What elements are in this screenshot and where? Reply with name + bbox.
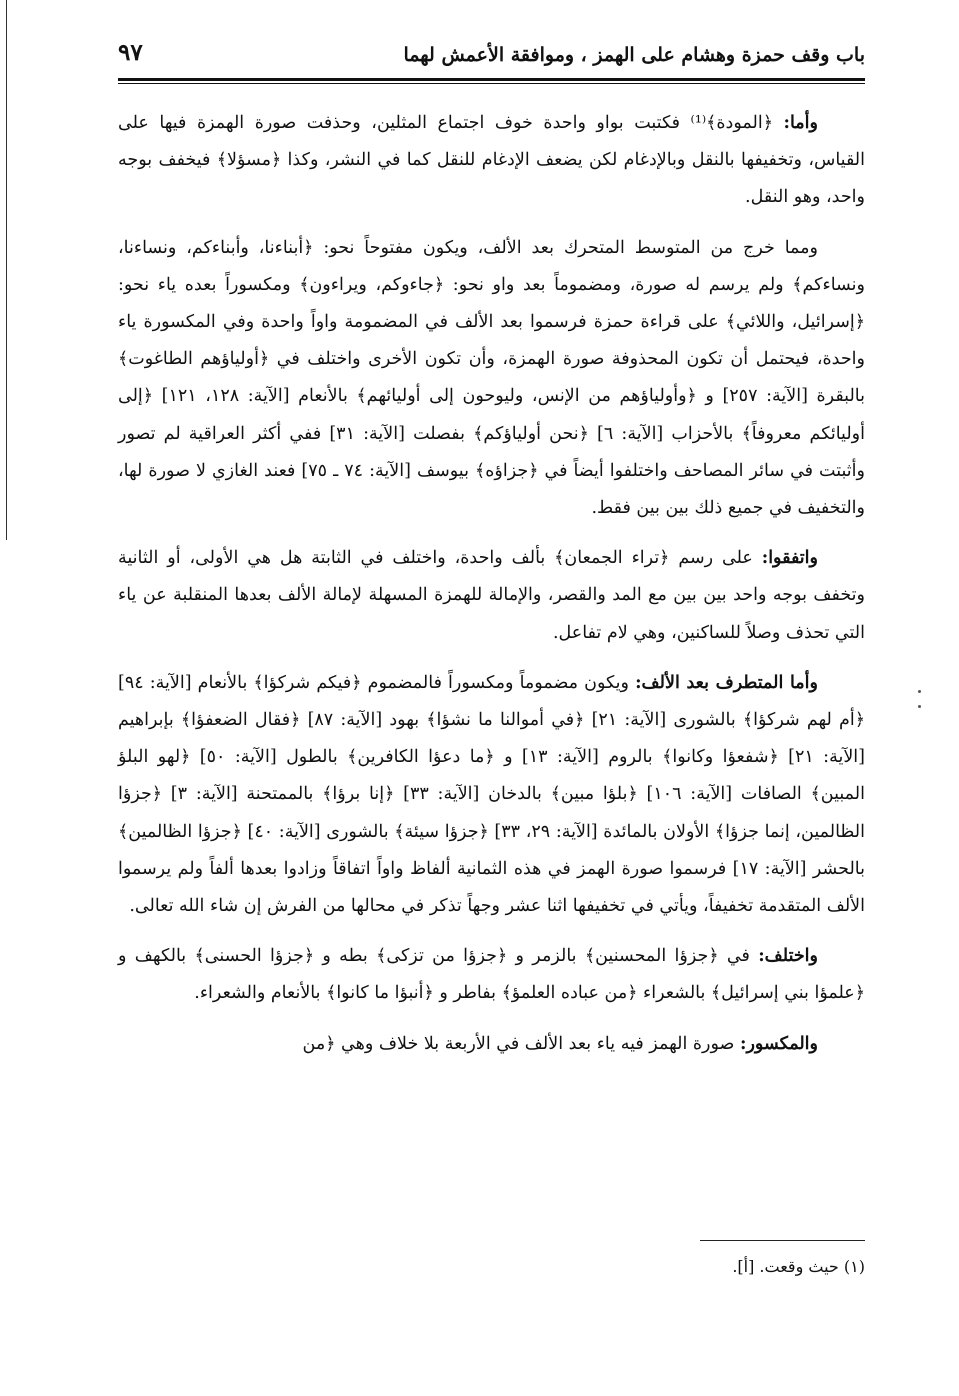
paragraph-text: على رسم ﴿تراء الجمعان﴾ بألف واحدة، واختلف في الثابتة هل هي الأولى، أو الثانية وتخفف بوجه واحد بين بين مع المد والقصر، والإمالة للهمزة المسهلة لإمالة الألف بعدها المنقلبة عن ياء التي تحذف وصلاً للساكنين، وهي لام تفاعل. [118, 548, 865, 643]
paragraph-lead: والمكسور: [740, 1033, 818, 1054]
paragraph [118, 540, 865, 652]
paragraph-lead: واختلف: [758, 946, 818, 967]
paragraph-lead: وأما المتطرف بعد الألف: [635, 672, 818, 693]
paragraph [118, 938, 865, 1012]
paragraph [118, 1026, 865, 1063]
paragraph-text: في ﴿جزؤا المحسنين﴾ بالزمر و ﴿جزؤا من تزكى﴾ بطه و ﴿جزؤا الحسنى﴾ بالكهف و ﴿علمؤا بني إسرائيل﴾ بالشعراء ﴿من عباده العلمؤ﴾ بفاطر و ﴿أنبؤا ما كانوا﴾ بالأنعام والشعراء. [118, 946, 865, 1004]
paragraph [118, 105, 865, 217]
paragraph-text: ﴿المودة﴾⁽¹⁾ فكتبت بواو واحدة خوف اجتماع المثلين، وحذفت صورة الهمزة فيها على القياس، وتخفيفها بالنقل وبالإدغام لكن يضعف الإدغام للنقل كما في النشر، وكذا ﴿مسؤلا﴾ فيخفف بوجه واحد، وهو النقل. [118, 113, 865, 208]
paragraph-text: ومما خرج من المتوسط المتحرك بعد الألف، ويكون مفتوحاً نحو: ﴿أبناءنا، وأبناءكم، ونساءنا، ونساءكم﴾ ولم يرسم له صورة، ومضموماً بعد واو نحو: ﴿جاءوكم، ويراءون﴾ ومكسوراً بعده ياء نحو: ﴿إسرائيل، واللائي﴾ على قراءة حمزة فرسموا بعد الألف في المضمومة واواً واحدة وفي المكسورة ياء واحدة، فيحتمل أن تكون المحذوفة صورة الهمزة، وأن تكون الأخرى واختلف في ﴿أولياؤهم الطاغوت﴾ بالبقرة [الآية: ٢٥٧] و ﴿وأولياؤهم من الإنس، وليوحون إلى أوليائهم﴾ بالأنعام [الآية: ١٢٨، ١٢١] ﴿إلى أوليائكم معروفاً﴾ بالأحزاب [الآية: ٦] ﴿نحن أولياؤكم﴾ بفصلت [الآية: ٣١] ففي أكثر العراقية لم تصور وأثبتت في سائر المصاحف واختلفوا أيضاً في ﴿جزاؤه﴾ بيوسف [الآية: ٧٤ ـ ٧٥] فعند الغازي لا صورة لها، والتخفيف في جميع ذلك بين بين فقط. [118, 237, 866, 519]
running-header [118, 34, 865, 74]
header-title: باب وقف حمزة وهشام على الهمز ، وموافقة الأعمش لهما [403, 44, 865, 66]
paragraph-lead: وأما: [783, 113, 818, 133]
paragraph-text: صورة الهمز فيه ياء بعد الألف في الأربعة بلا خلاف وهي ﴿من [302, 1033, 735, 1054]
scan-speck [918, 705, 921, 708]
scan-margin-line [6, 0, 7, 540]
paragraph [118, 230, 865, 528]
paragraph-lead: واتفقوا: [761, 548, 818, 569]
paragraph-text: ويكون مضموماً ومكسوراً فالمضموم ﴿فيكم شركؤا﴾ بالأنعام [الآية: ٩٤] ﴿أم لهم شركؤا﴾ بالشورى [الآية: ٢١] ﴿في أموالنا ما نشؤا﴾ بهود [الآية: ٨٧] ﴿فقال الضعفؤا﴾ بإبراهيم [الآية: ٢١] ﴿شفعؤا وكانوا﴾ بالروم [الآية: ١٣] و ﴿ما دعؤا الكافرين﴾ بالطول [الآية: ٥٠] ﴿لهو البلؤ المبين﴾ الصافات [الآية: ١٠٦] ﴿بلؤا مبين﴾ بالدخان [الآية: ٣٣] ﴿إنا برؤا﴾ بالممتحنة [الآية: ٣] ﴿جزؤا الظالمين، إنما جزؤا﴾ الأولان بالمائدة [الآية: ٢٩، ٣٣] ﴿جزؤا سيئة﴾ بالشورى [الآية: ٤٠] ﴿جزؤا الظالمين﴾ بالحشر [الآية: ١٧] فرسموا صورة الهمز في هذه الثمانية ألفاظ واواً اتفاقاً وزادوا بعدها ألفاً ولم يرسموا الألف المتقدمة تخفيفاً، ويأتي في تخفيفها اثنا عشر وجهاً تذكر في محالها من الفرش إن شاء الله تعالى. [118, 672, 866, 917]
footnote-rule [700, 1240, 865, 1241]
page-number: ٩٧ [118, 39, 143, 66]
footnote: (١) حيث وقعت. [أ]. [732, 1257, 865, 1276]
scan-speck [918, 690, 921, 693]
body-text [118, 105, 865, 1076]
paragraph [118, 665, 865, 925]
header-rule [118, 78, 865, 84]
